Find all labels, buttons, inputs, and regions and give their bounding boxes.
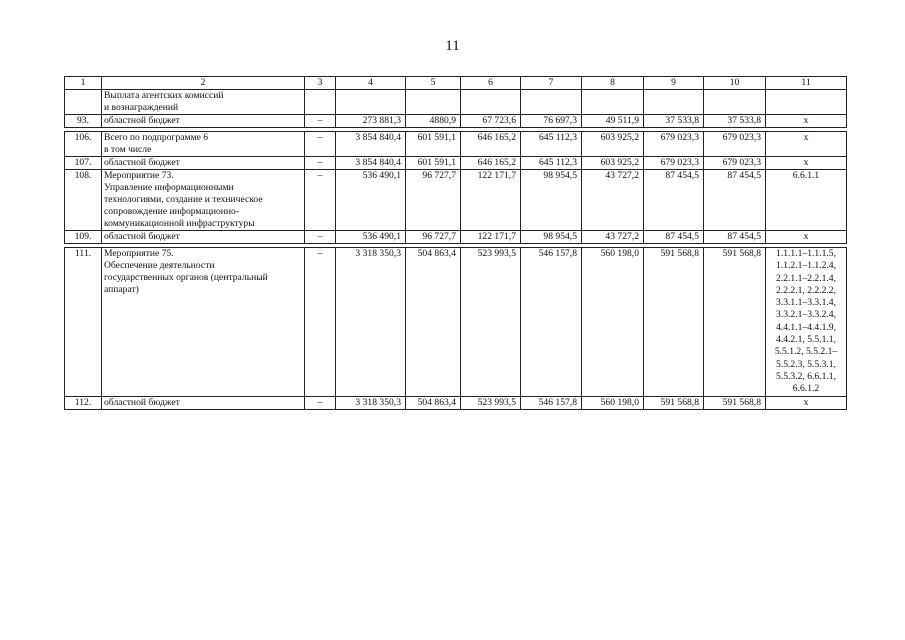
indicator-code-line: 1.1.2.1–1.1.2.4, — [776, 260, 836, 272]
indicator-codes — [766, 115, 847, 128]
indicator-code-line: 3.3.2.1–3.3.2.4, — [776, 309, 836, 321]
amount-cell: 67 723,6 — [461, 115, 521, 128]
indicator-code-line: 4.4.1.1–4.4.1.9, — [776, 321, 836, 333]
item-name — [102, 132, 305, 157]
amount-cell: 560 198,0 — [582, 248, 644, 397]
column-header: 7 — [521, 77, 582, 90]
item-name-line: аппарат) — [104, 284, 139, 295]
amount-cell: 122 171,7 — [461, 231, 521, 244]
column-header: 11 — [766, 77, 847, 90]
indicator-code-line: 2.2.2.1, 2.2.2.2, — [776, 284, 836, 296]
amount-cell: 591 568,8 — [704, 248, 766, 397]
column-header: 6 — [461, 77, 521, 90]
amount-cell: 96 727,7 — [406, 170, 461, 231]
indicator-code-line: x — [803, 157, 809, 168]
table-row — [65, 132, 847, 157]
row-number: 108. — [65, 170, 102, 231]
indicator-code-line: 3.3.1.1–3.3.1.4, — [776, 297, 836, 309]
amount-cell: 98 954,5 — [521, 231, 582, 244]
row-number: 107. — [65, 157, 102, 170]
amount-cell: 37 533,8 — [704, 115, 766, 128]
amount-cell: 3 318 350,3 — [336, 396, 406, 409]
item-name — [102, 115, 305, 128]
amount-cell — [704, 90, 766, 115]
amount-cell: 536 490,1 — [336, 170, 406, 231]
amount-cell: 43 727,2 — [582, 170, 644, 231]
column-header: 5 — [406, 77, 461, 90]
item-name-line: областной бюджет — [104, 231, 180, 242]
amount-cell — [406, 90, 461, 115]
indicator-code-line: 1.1.1.1–1.1.1.5, — [776, 248, 836, 259]
amount-cell: 603 925,2 — [582, 132, 644, 157]
item-name-line: в том числе — [104, 144, 152, 155]
amount-cell: 591 568,8 — [644, 396, 704, 409]
amount-cell: 504 863,4 — [406, 396, 461, 409]
amount-cell: 87 454,5 — [704, 231, 766, 244]
column-3-value: – — [305, 231, 336, 244]
amount-cell: 87 454,5 — [704, 170, 766, 231]
column-3-value: – — [305, 396, 336, 409]
indicator-code-line: x — [803, 396, 809, 408]
amount-cell: 49 511,9 — [582, 115, 644, 128]
amount-cell: 122 171,7 — [461, 170, 521, 231]
amount-cell: 603 925,2 — [582, 157, 644, 170]
amount-cell: 645 112,3 — [521, 132, 582, 157]
item-name-line: областной бюджет — [104, 157, 180, 168]
amount-cell — [644, 90, 704, 115]
amount-cell — [461, 90, 521, 115]
amount-cell — [521, 90, 582, 115]
item-name-line: Всего по подпрограмме 6 — [104, 132, 209, 143]
amount-cell: 601 591,1 — [406, 132, 461, 157]
indicator-code-line: 5.5.2.3, 5.5.3.1, — [776, 358, 836, 370]
column-3-value: – — [305, 132, 336, 157]
table-row — [65, 248, 847, 397]
item-name-line: Выплата агентских комиссий — [104, 90, 224, 101]
item-name-line: Мероприятие 75. — [104, 248, 174, 259]
item-name-line: Управление информационными — [104, 182, 234, 193]
table-row — [65, 170, 847, 231]
item-name-line: государственных органов (центральный — [104, 272, 268, 283]
item-name — [102, 90, 305, 115]
indicator-code-line: 6.6.1.1 — [792, 170, 820, 181]
amount-cell: 96 727,7 — [406, 231, 461, 244]
row-number — [65, 90, 102, 115]
indicator-codes — [766, 396, 847, 409]
table-row — [65, 396, 847, 409]
amount-cell: 646 165,2 — [461, 132, 521, 157]
amount-cell: 679 023,3 — [644, 132, 704, 157]
amount-cell: 646 165,2 — [461, 157, 521, 170]
table-row — [65, 231, 847, 244]
indicator-code-line: 2.2.1.1–2.2.1.4, — [776, 272, 836, 284]
amount-cell: 523 993,5 — [461, 248, 521, 397]
item-name — [102, 157, 305, 170]
amount-cell: 679 023,3 — [704, 157, 766, 170]
page-number: 11 — [445, 38, 460, 54]
column-header: 9 — [644, 77, 704, 90]
row-number: 106. — [65, 132, 102, 157]
indicator-code-line: 5.5.3.2, 6.6.1.1, — [776, 370, 836, 382]
amount-cell: 87 454,5 — [644, 231, 704, 244]
column-header: 4 — [336, 77, 406, 90]
amount-cell — [336, 90, 406, 115]
indicator-codes — [766, 157, 847, 170]
amount-cell: 591 568,8 — [644, 248, 704, 397]
column-header: 8 — [582, 77, 644, 90]
amount-cell: 645 112,3 — [521, 157, 582, 170]
indicator-codes — [766, 90, 847, 115]
indicator-code-line: x — [803, 231, 809, 242]
row-number: 111. — [65, 248, 102, 397]
item-name-line: областной бюджет — [104, 115, 180, 126]
item-name — [102, 396, 305, 409]
header-row — [65, 77, 847, 90]
column-3-value — [305, 90, 336, 115]
indicator-code-line: 6.6.1.2 — [792, 383, 820, 395]
table-row — [65, 90, 847, 115]
column-3-value: – — [305, 170, 336, 231]
item-name — [102, 170, 305, 231]
amount-cell: 601 591,1 — [406, 157, 461, 170]
item-name-line: технологиями, создание и техническое — [104, 194, 263, 205]
indicator-code-line: 5.5.1.2, 5.5.2.1– — [774, 346, 838, 358]
amount-cell — [582, 90, 644, 115]
amount-cell: 3 854 840,4 — [336, 157, 406, 170]
amount-cell: 536 490,1 — [336, 231, 406, 244]
indicator-codes — [766, 170, 847, 231]
budget-table — [64, 76, 847, 410]
row-number: 109. — [65, 231, 102, 244]
item-name-line: сопровождение информационно- — [104, 206, 240, 217]
item-name-line: и вознаграждений — [104, 102, 179, 113]
column-header: 10 — [704, 77, 766, 90]
amount-cell: 3 318 350,3 — [336, 248, 406, 397]
indicator-code-line: x — [803, 115, 809, 126]
item-name-line: областной бюджет — [104, 396, 180, 408]
indicator-codes — [766, 231, 847, 244]
amount-cell: 504 863,4 — [406, 248, 461, 397]
indicator-code-line: x — [803, 132, 809, 143]
column-3-value: – — [305, 248, 336, 397]
row-number: 112. — [65, 396, 102, 409]
indicator-code-line: 4.4.2.1, 5.5.1.1, — [776, 334, 836, 346]
table-row — [65, 157, 847, 170]
amount-cell: 37 533,8 — [644, 115, 704, 128]
column-3-value: – — [305, 157, 336, 170]
row-number: 93. — [65, 115, 102, 128]
column-header: 2 — [102, 77, 305, 90]
amount-cell: 43 727,2 — [582, 231, 644, 244]
amount-cell: 546 157,8 — [521, 396, 582, 409]
amount-cell: 560 198,0 — [582, 396, 644, 409]
column-header: 3 — [305, 77, 336, 90]
item-name — [102, 248, 305, 397]
amount-cell: 591 568,8 — [704, 396, 766, 409]
item-name-line: Мероприятие 73. — [104, 170, 174, 181]
amount-cell: 3 854 840,4 — [336, 132, 406, 157]
amount-cell: 4880,9 — [406, 115, 461, 128]
column-3-value: – — [305, 115, 336, 128]
amount-cell: 87 454,5 — [644, 170, 704, 231]
item-name-line: коммуникационной инфраструктуры — [104, 218, 255, 229]
amount-cell: 546 157,8 — [521, 248, 582, 397]
amount-cell: 679 023,3 — [644, 157, 704, 170]
table-row — [65, 115, 847, 128]
item-name — [102, 231, 305, 244]
indicator-codes — [766, 248, 847, 397]
amount-cell: 273 881,3 — [336, 115, 406, 128]
amount-cell: 523 993,5 — [461, 396, 521, 409]
column-header: 1 — [65, 77, 102, 90]
amount-cell: 76 697,3 — [521, 115, 582, 128]
amount-cell: 679 023,3 — [704, 132, 766, 157]
item-name-line: Обеспечение деятельности — [104, 260, 215, 271]
amount-cell: 98 954,5 — [521, 170, 582, 231]
indicator-codes — [766, 132, 847, 157]
